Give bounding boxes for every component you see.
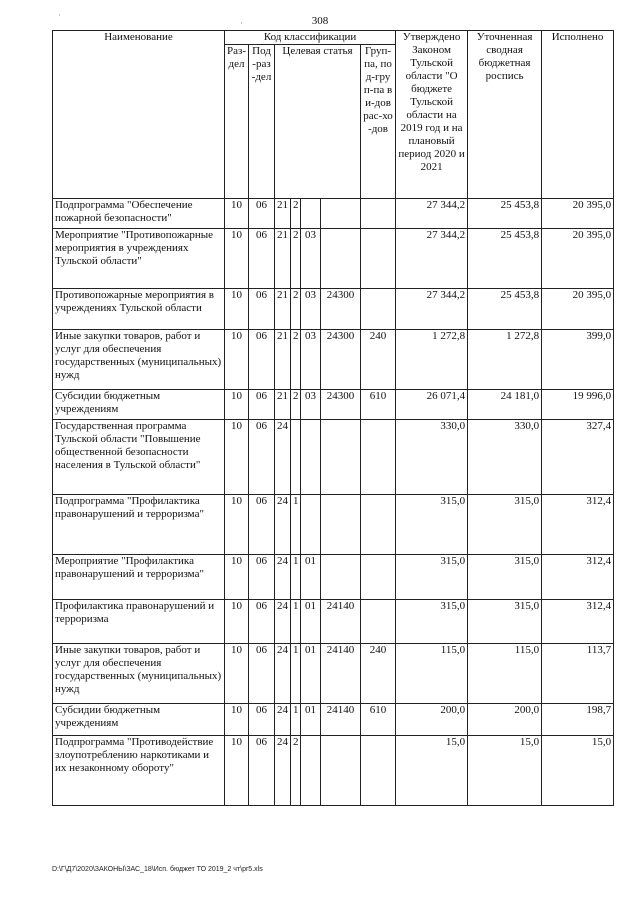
row-direction-code: 24300	[321, 390, 361, 420]
row-executed: 327,4	[542, 420, 614, 495]
row-expense-group	[361, 495, 396, 555]
row-subprogram-code: 2	[291, 289, 301, 330]
row-direction-code: 24300	[321, 289, 361, 330]
row-program-code: 21	[275, 390, 291, 420]
row-subprogram-code: 1	[291, 644, 301, 704]
row-expense-group	[361, 199, 396, 229]
row-section: 10	[225, 390, 249, 420]
row-subsection: 06	[249, 330, 275, 390]
row-approved: 1 272,8	[396, 330, 468, 390]
row-refined: 315,0	[468, 555, 542, 600]
row-subprogram-code: 2	[291, 199, 301, 229]
row-approved: 330,0	[396, 420, 468, 495]
table-row	[53, 390, 614, 420]
table-row	[53, 289, 614, 330]
row-expense-group	[361, 420, 396, 495]
row-subsection: 06	[249, 229, 275, 289]
row-direction-code: 24140	[321, 644, 361, 704]
table-row	[53, 555, 614, 600]
row-refined: 330,0	[468, 420, 542, 495]
row-section: 10	[225, 420, 249, 495]
table-row	[53, 199, 614, 229]
row-event-code: 01	[301, 555, 321, 600]
row-subprogram-code: 1	[291, 495, 301, 555]
row-subsection: 06	[249, 704, 275, 736]
row-section: 10	[225, 229, 249, 289]
row-approved: 200,0	[396, 704, 468, 736]
row-event-code	[301, 420, 321, 495]
table-row	[53, 736, 614, 806]
row-event-code	[301, 199, 321, 229]
header-target-article: Целевая статья	[275, 45, 361, 199]
row-expense-group	[361, 600, 396, 644]
table-row	[53, 330, 614, 390]
row-direction-code	[321, 495, 361, 555]
row-refined: 25 453,8	[468, 199, 542, 229]
row-name: Иные закупки товаров, работ и услуг для обеспечения государственных (муниципальных) нужд	[53, 330, 225, 390]
row-subprogram-code: 1	[291, 600, 301, 644]
row-expense-group: 240	[361, 644, 396, 704]
row-expense-group: 610	[361, 704, 396, 736]
row-name: Государственная программа Тульской области "Повышение общественной безопасности населения в Тульской области"	[53, 420, 225, 495]
row-refined: 24 181,0	[468, 390, 542, 420]
row-executed: 312,4	[542, 600, 614, 644]
header-approved: Утверждено Законом Тульской области "О бюджете Тульской области на 2019 год и на плановый период 2020 и 2021	[396, 31, 468, 199]
row-direction-code	[321, 199, 361, 229]
row-event-code	[301, 495, 321, 555]
row-program-code: 21	[275, 330, 291, 390]
row-program-code: 24	[275, 704, 291, 736]
table-row	[53, 229, 614, 289]
row-expense-group	[361, 289, 396, 330]
row-direction-code: 24140	[321, 704, 361, 736]
row-executed: 20 395,0	[542, 199, 614, 229]
row-section: 10	[225, 704, 249, 736]
row-program-code: 24	[275, 736, 291, 806]
row-direction-code	[321, 736, 361, 806]
row-event-code: 03	[301, 289, 321, 330]
row-section: 10	[225, 495, 249, 555]
row-refined: 315,0	[468, 495, 542, 555]
row-subsection: 06	[249, 600, 275, 644]
table-row	[53, 600, 614, 644]
row-name: Подпрограмма "Противодействие злоупотреблению наркотиками и их незаконному обороту"	[53, 736, 225, 806]
row-approved: 15,0	[396, 736, 468, 806]
header-name: Наименование	[53, 31, 225, 199]
row-event-code: 03	[301, 229, 321, 289]
row-expense-group: 610	[361, 390, 396, 420]
row-subprogram-code: 2	[291, 229, 301, 289]
row-section: 10	[225, 289, 249, 330]
row-executed: 312,4	[542, 495, 614, 555]
row-expense-group	[361, 555, 396, 600]
row-section: 10	[225, 330, 249, 390]
row-executed: 19 996,0	[542, 390, 614, 420]
row-subsection: 06	[249, 289, 275, 330]
page-number: 308	[311, 15, 329, 27]
row-program-code: 21	[275, 199, 291, 229]
row-executed: 15,0	[542, 736, 614, 806]
row-executed: 399,0	[542, 330, 614, 390]
header-subsection: Под-раз-дел	[249, 45, 275, 199]
header-refined: Уточненная сводная бюджетная роспись	[468, 31, 542, 199]
row-section: 10	[225, 736, 249, 806]
row-subsection: 06	[249, 390, 275, 420]
table-row	[53, 704, 614, 736]
row-refined: 25 453,8	[468, 229, 542, 289]
row-event-code: 03	[301, 330, 321, 390]
row-subsection: 06	[249, 420, 275, 495]
row-program-code: 24	[275, 644, 291, 704]
row-refined: 115,0	[468, 644, 542, 704]
row-direction-code: 24140	[321, 600, 361, 644]
row-refined: 200,0	[468, 704, 542, 736]
row-executed: 113,7	[542, 644, 614, 704]
row-expense-group: 240	[361, 330, 396, 390]
row-event-code: 01	[301, 644, 321, 704]
row-approved: 315,0	[396, 600, 468, 644]
row-name: Субсидии бюджетным учреждениям	[53, 704, 225, 736]
row-program-code: 21	[275, 229, 291, 289]
budget-table	[52, 30, 614, 806]
row-subprogram-code: 1	[291, 555, 301, 600]
row-approved: 27 344,2	[396, 229, 468, 289]
row-subsection: 06	[249, 555, 275, 600]
row-name: Противопожарные мероприятия в учреждениях Тульской области	[53, 289, 225, 330]
row-expense-group	[361, 736, 396, 806]
header-executed: Исполнено	[542, 31, 614, 199]
row-expense-group	[361, 229, 396, 289]
table-row	[53, 495, 614, 555]
row-approved: 26 071,4	[396, 390, 468, 420]
file-path-footer: D:\Г\Д7\2020\ЗАКОНЫ\ЗАС_18\Исп. бюджет ТО 2019_2 чт\pr5.xls	[52, 866, 263, 873]
table-row	[53, 420, 614, 495]
row-approved: 315,0	[396, 495, 468, 555]
row-subprogram-code: 2	[291, 390, 301, 420]
row-section: 10	[225, 600, 249, 644]
row-executed: 20 395,0	[542, 229, 614, 289]
row-event-code: 01	[301, 600, 321, 644]
row-event-code: 01	[301, 704, 321, 736]
row-section: 10	[225, 555, 249, 600]
header-classification: Код классификации	[225, 31, 396, 45]
row-program-code: 24	[275, 555, 291, 600]
row-name: Профилактика правонарушений и терроризма	[53, 600, 225, 644]
row-direction-code	[321, 229, 361, 289]
row-approved: 315,0	[396, 555, 468, 600]
row-direction-code: 24300	[321, 330, 361, 390]
header-section: Раз-дел	[225, 45, 249, 199]
row-program-code: 24	[275, 600, 291, 644]
row-subsection: 06	[249, 644, 275, 704]
row-subprogram-code: 2	[291, 330, 301, 390]
row-refined: 1 272,8	[468, 330, 542, 390]
row-refined: 15,0	[468, 736, 542, 806]
row-refined: 315,0	[468, 600, 542, 644]
row-approved: 27 344,2	[396, 289, 468, 330]
row-program-code: 21	[275, 289, 291, 330]
row-subprogram-code	[291, 420, 301, 495]
row-direction-code	[321, 555, 361, 600]
row-name: Мероприятие "Противопожарные мероприятия в учреждениях Тульской области"	[53, 229, 225, 289]
row-executed: 312,4	[542, 555, 614, 600]
row-name: Субсидии бюджетным учреждениям	[53, 390, 225, 420]
row-executed: 198,7	[542, 704, 614, 736]
row-section: 10	[225, 644, 249, 704]
header-expense-group: Груп-па, под-груп-па ви-дов рас-хо-дов	[361, 45, 396, 199]
row-direction-code	[321, 420, 361, 495]
row-section: 10	[225, 199, 249, 229]
row-subsection: 06	[249, 495, 275, 555]
row-name: Подпрограмма "Профилактика правонарушений и терроризма"	[53, 495, 225, 555]
row-name: Мероприятие "Профилактика правонарушений и терроризма"	[53, 555, 225, 600]
row-event-code: 03	[301, 390, 321, 420]
row-program-code: 24	[275, 495, 291, 555]
scan-mark: ·	[58, 10, 61, 20]
row-approved: 115,0	[396, 644, 468, 704]
table-row	[53, 644, 614, 704]
row-name: Иные закупки товаров, работ и услуг для обеспечения государственных (муниципальных) нужд	[53, 644, 225, 704]
row-subsection: 06	[249, 199, 275, 229]
row-program-code: 24	[275, 420, 291, 495]
row-subprogram-code: 1	[291, 704, 301, 736]
row-approved: 27 344,2	[396, 199, 468, 229]
row-subprogram-code: 2	[291, 736, 301, 806]
row-subsection: 06	[249, 736, 275, 806]
row-refined: 25 453,8	[468, 289, 542, 330]
row-name: Подпрограмма "Обеспечение пожарной безопасности"	[53, 199, 225, 229]
row-event-code	[301, 736, 321, 806]
scan-mark: ·	[240, 18, 243, 28]
row-executed: 20 395,0	[542, 289, 614, 330]
